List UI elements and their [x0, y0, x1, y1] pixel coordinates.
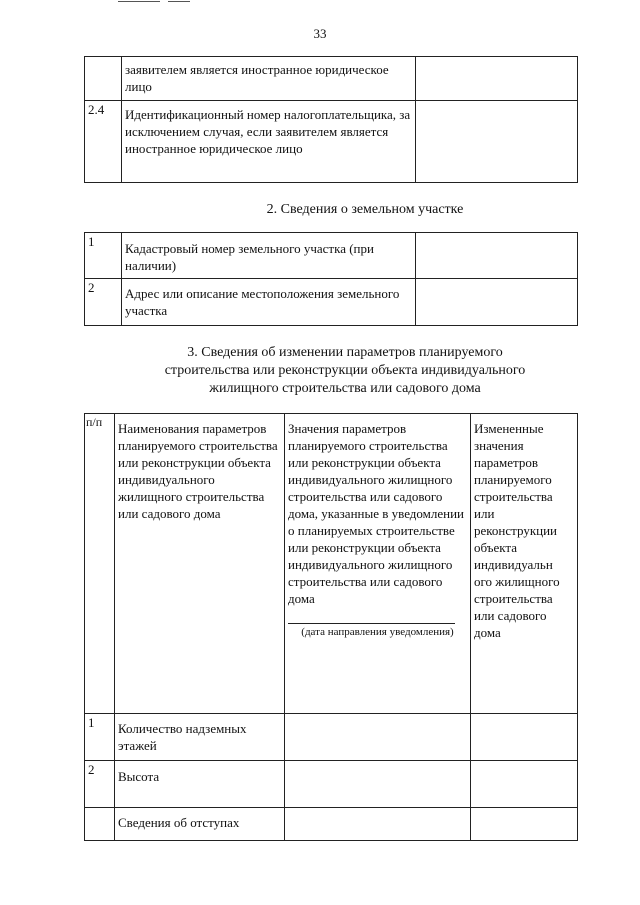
row-changed-value-cell[interactable]	[471, 761, 578, 808]
applicant-table	[84, 56, 578, 183]
table-row	[85, 808, 578, 841]
row-number	[85, 57, 122, 101]
row-number: 1	[85, 233, 122, 279]
row-value-cell[interactable]	[285, 808, 471, 841]
row-label: заявителем является иностранное юридическое лицо	[122, 57, 416, 101]
row-number: 2	[85, 761, 115, 808]
header-changed-values: Измененные значения параметров планируемого строительства или реконструкции объекта индивидуальн ого жилищного строительства или садового дома	[471, 414, 578, 714]
row-changed-value-cell[interactable]	[471, 808, 578, 841]
row-value-cell[interactable]	[285, 714, 471, 761]
row-value-cell[interactable]	[416, 101, 578, 183]
header-param-values: Значения параметров планируемого строительства или реконструкции объекта индивидуального жилищного строительства или садового дома, указанные в уведомлении о планируемых строительстве или реконструкции объекта индивидуального жилищного строительства или садового дома (дата направления уведомления)	[285, 414, 471, 714]
date-caption: (дата направления уведомления)	[301, 626, 454, 638]
row-label: Кадастровый номер земельного участка (при наличии)	[122, 233, 416, 279]
scan-mark	[168, 1, 190, 2]
row-number: 1	[85, 714, 115, 761]
table-row	[85, 714, 578, 761]
section-3-title-line: строительства или реконструкции объекта индивидуального	[164, 363, 526, 378]
land-plot-table	[84, 232, 578, 326]
row-value-cell[interactable]	[416, 57, 578, 101]
table-row	[85, 233, 578, 279]
header-num: п/п	[85, 414, 115, 714]
row-changed-value-cell[interactable]	[471, 714, 578, 761]
row-label: Высота	[115, 761, 285, 808]
row-number: 2.4	[85, 101, 122, 183]
table-row	[85, 279, 578, 326]
row-label: Адрес или описание местоположения земельного участка	[122, 279, 416, 326]
table-row	[85, 101, 578, 183]
table-row	[85, 761, 578, 808]
row-number: 2	[85, 279, 122, 326]
header-param-name: Наименования параметров планируемого строительства или реконструкции объекта индивидуального жилищного строительства или садового дома	[115, 414, 285, 714]
section-3-title-line: 3. Сведения об изменении параметров планируемого	[187, 345, 503, 360]
scan-mark	[118, 1, 160, 2]
row-value-cell[interactable]	[416, 233, 578, 279]
row-label: Количество надземных этажей	[115, 714, 285, 761]
row-number	[85, 808, 115, 841]
parameters-change-table	[84, 413, 578, 841]
row-label: Сведения об отступах	[115, 808, 285, 841]
section-2-title: 2. Сведения о земельном участке	[266, 202, 464, 217]
row-value-cell[interactable]	[285, 761, 471, 808]
row-value-cell[interactable]	[416, 279, 578, 326]
table-row	[85, 57, 578, 101]
row-label: Идентификационный номер налогоплательщика, за исключением случая, если заявителем является иностранное юридическое лицо	[122, 101, 416, 183]
page-number: 33	[313, 26, 327, 41]
table-header-row	[85, 414, 578, 714]
section-3-title	[110, 344, 580, 398]
section-3-title-line: жилищного строительства или садового дома	[209, 381, 481, 396]
